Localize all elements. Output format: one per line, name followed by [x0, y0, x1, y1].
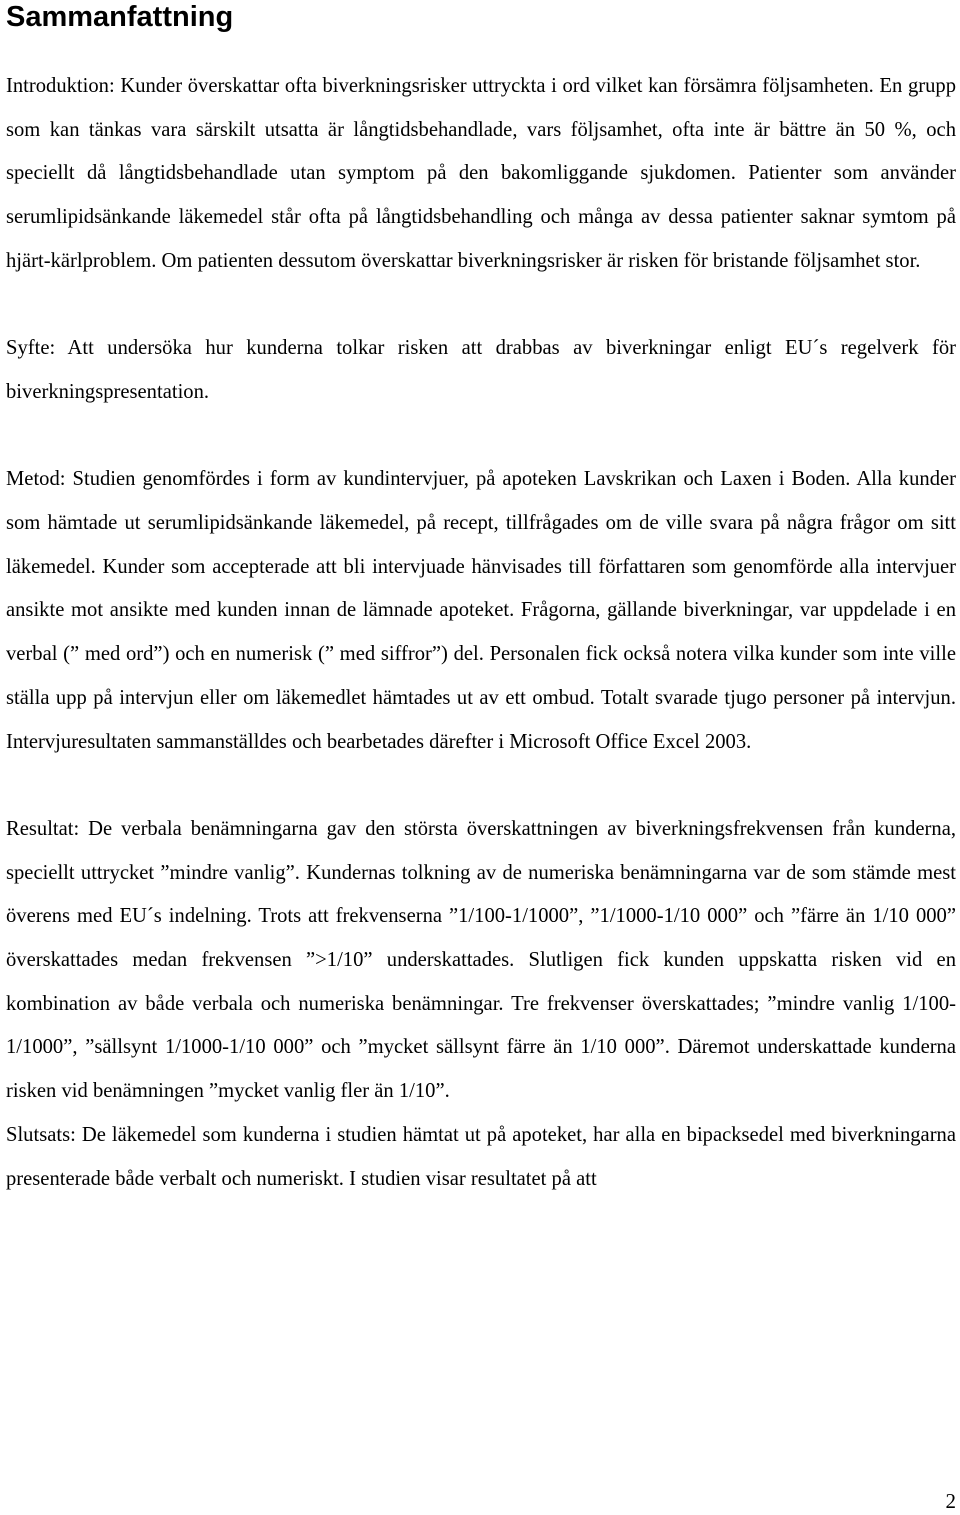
page-number: 2: [945, 1489, 956, 1513]
paragraph-resultat: Resultat: De verbala benämningarna gav den största överskattningen av biverkningsfrekvensen från kunderna, speciellt uttrycket ”mindre vanlig”. Kundernas tolkning av de numeriska benämningarna var de som stämde mest överens med EU´s indelning. Trots att frekvenserna ”1/100-1/1000”, ”1/1000-1/10 000” och ”färre än 1/10 000” överskattades medan frekvensen ”>1/10” underskattades. Slutligen fick kunden uppskatta risken vid en kombination av både verbala och numeriska benämningar. Tre frekvenser överskattades; ”mindre vanlig 1/100-1/1000”, ”sällsynt 1/1000-1/10 000” och ”mycket sällsynt färre än 1/10 000”. Däremot underskattade kunderna risken vid benämningen ”mycket vanlig fler än 1/10”.: [6, 817, 956, 1103]
paragraph-syfte: Syfte: Att undersöka hur kunderna tolkar risken att drabbas av biverkningar enligt EU´s regelverk för biverkningspresentation.: [6, 337, 956, 403]
paragraph-metod: Metod: Studien genomfördes i form av kundintervjuer, på apoteken Lavskrikan och Laxen i Boden. Alla kunder som hämtade ut serumlipidsänkande läkemedel, på recept, tillfrågades om de ville svara på några frågor om sitt läkemedel. Kunder som accepterade att bli intervjuade hänvisades till författaren som genomförde alla intervjuer ansikte mot ansikte med kunden innan de lämnade apoteket. Frågorna, gällande biverkningar, var uppdelade i en verbal (” med ord”) och en numerisk (” med siffror”) del. Personalen fick också notera vilka kunder som inte ville ställa upp på intervjun eller om läkemedlet hämtades ut av ett ombud. Totalt svarade tjugo personer på intervjun. Intervjuresultaten sammanställdes och bearbetades därefter i Microsoft Office Excel 2003.: [6, 468, 956, 753]
paragraph-introduktion: Introduktion: Kunder överskattar ofta biverkningsrisker uttryckta i ord vilket kan försämra följsamheten. En grupp som kan tänkas vara särskilt utsatta är långtidsbehandlade, vars följsamhet, ofta inte är bättre än 50 %, och speciellt då långtidsbehandlade utan symptom på den bakomliggande sjukdomen. Patienter som använder serumlipidsänkande läkemedel står ofta på långtidsbehandling och många av dessa patienter saknar symtom på hjärt-kärlproblem. Om patienten dessutom överskattar biverkningsrisker är risken för bristande följsamhet stor.: [6, 75, 956, 272]
document-page: [6, 0, 956, 1201]
page-title: Sammanfattning: [6, 1, 234, 33]
paragraph-slutsats: Slutsats: De läkemedel som kunderna i studien hämtat ut på apoteket, har alla en bipacksedel med biverkningarna presenterade både verbalt och numeriskt. I studien visar resultatet på att: [6, 1123, 956, 1190]
